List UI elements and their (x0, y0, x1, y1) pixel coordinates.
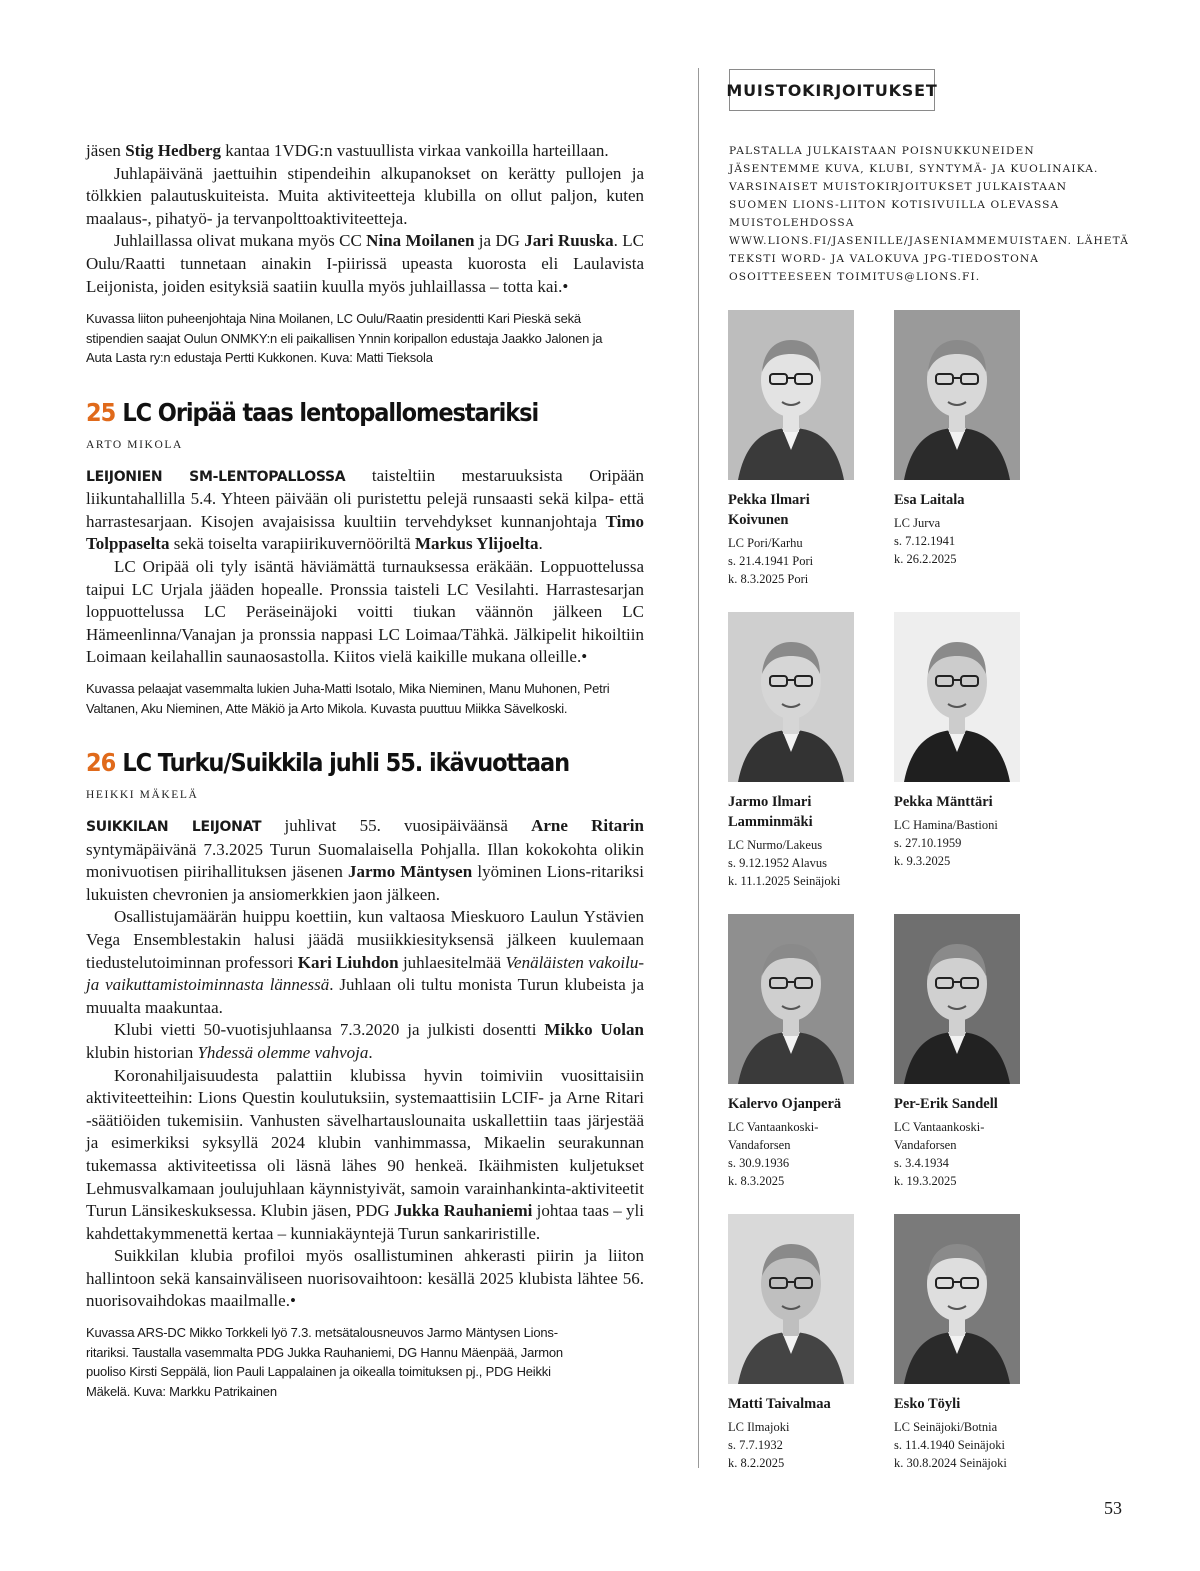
article-25-lead: LEIJONIEN SM-LENTOPALLOSSA (86, 468, 346, 485)
end-mark: • (289, 1291, 296, 1311)
end-mark: • (581, 647, 588, 667)
portrait-photo (728, 1214, 854, 1384)
article-25-paragraph-1: LEIJONIEN SM-LENTOPALLOSSA taisteltiin mestaruuksista Oripään liikuntahallilla 5.4. Yhteen päivään oli puristettu pelejä runsaasti sekä kilpa- että harrastesarjaan. Kisojen avajaisissa kuultiin tervehdykset kunnanjohtaja Timo Tolppaselta sekä toiselta varapiirikuvernööriltä Markus Ylijoelta. (86, 465, 644, 554)
article-25-paragraph-2: LC Oripää oli tyly isäntä häviämättä turnauksessa eräkään. Loppuottelussa taipui LC Urjala jääden hopealle. Pronssia taisteli LC Vesilahti. Harrastesarjan loppuottelussa LC Peräseinäjoki voitti tiukan väännön jälkeen LC Hämeenlinna/Vanajan ja pronssia nappasi LC Loimaa/Tähkä. Jälkipelit hikoiltiin Loimaan keilahallin saunaosastolla. Kiitos vielä kaikille mukana olleille.• (86, 557, 644, 667)
article-25-heading (86, 398, 588, 427)
article-25-byline: ARTO MIKOLA (86, 438, 183, 451)
article-26-paragraph-1: SUIKKILAN LEIJONAT juhlivat 55. vuosipäiväänsä Arne Ritarin syntymäpäivänä 7.3.2025 Turun Suomalaisella Pohjalla. Illan kokokohta olikin monivuotisen piirihallituksen jäsenen Jarmo Mäntysen lyöminen Lions-ritariksi lukuisten chevronien ja ansiomerkkien jaon jälkeen. (86, 816, 645, 904)
obituary-club: LC Pori/Karhu (728, 536, 803, 550)
obituary-born: s. 27.10.1959 (894, 836, 962, 850)
obituary-born: s. 9.12.1952 Alavus (728, 856, 827, 870)
photo-caption-3: Kuvassa ARS-DC Mikko Torkkeli lyö 7.3. metsätalousneuvos Jarmo Mäntysen Lions-ritariksi. Taustalla vasemmalta PDG Jukka Rauhaniemi, DG Hannu Mäenpää, Jarmon puoliso Kirsti Seppälä, lion Pauli Lappalainen ja oikealla toimituksen pj., PDG Heikki Mäkelä. Kuva: Markku Patrikainen (86, 1325, 563, 1399)
article-26-heading (86, 748, 588, 777)
obituary-club: LC Nurmo/Lakeus (728, 838, 823, 852)
column-divider (698, 68, 699, 1468)
obituary-born: s. 30.9.1936 (728, 1156, 790, 1170)
obituary-born: s. 21.4.1941 Pori (728, 554, 814, 568)
continued-paragraph-3: Juhlaillassa olivat mukana myös CC Nina Moilanen ja DG Jari Ruuska. LC Oulu/Raatti tunnetaan ainakin I-piirissä upeasta kuorosta eli Laulavista Leijonista, joiden esityksiä saatiin kuulla myös juhlaillassa – totta kai.• (86, 231, 644, 296)
portrait-photo (894, 1214, 1020, 1384)
obituary-died: k. 26.2.2025 (894, 552, 957, 566)
obituary-name: Pekka Mänttäri (894, 794, 993, 810)
obituary-died: k. 19.3.2025 (894, 1174, 957, 1188)
obituary-died: k. 8.2.2025 (728, 1456, 785, 1470)
obituary-club: LC Hamina/Bastioni (894, 818, 998, 832)
obituary-card (728, 1214, 868, 1472)
portrait-photo (728, 914, 854, 1084)
article-26-lead: SUIKKILAN LEIJONAT (86, 819, 262, 835)
article-25-number: 25 (86, 397, 116, 427)
article-26-title: LC Turku/Suikkila juhli 55. ikävuottaan (122, 748, 570, 777)
obituary-name: Esa Laitala (894, 492, 965, 508)
obituary-card (728, 310, 868, 588)
obituary-club: LC Vantaankoski-Vandaforsen (728, 1120, 819, 1152)
obituary-name: Kalervo Ojanperä (728, 1096, 842, 1112)
obituary-name: Matti Taivalmaa (728, 1396, 831, 1412)
obituary-born: s. 3.4.1934 (894, 1156, 949, 1170)
obituary-intro: PALSTALLA JULKAISTAAN POISNUKKUNEIDEN JÄSENTEMME KUVA, KLUBI, SYNTYMÄ- JA KUOLINAIKA. VARSINAISET MUISTOKIRJOITUKSET JULKAISTAAN SUOMEN LIONS-LIITON KOTISIVUILLA OLEVASSA MUISTOLEHDOSSA WWW.LIONS.FI/JASENILLE/JASENIAMMEMUISTAEN. LÄHETÄ TEKSTI WORD- JA VALOKUVA JPG-TIEDOSTONA OSOITTEESEEN TOIMITUS@LIONS.FI. (729, 145, 1129, 283)
photo-caption-2: Kuvassa pelaajat vasemmalta lukien Juha-Matti Isotalo, Mika Nieminen, Manu Muhonen, Petri Valtanen, Aku Nieminen, Atte Mäkiö ja Arto Mikola. Kuvasta puuttuu Miikka Sävelkoski. (86, 681, 610, 716)
obituary-name: Per-Erik Sandell (894, 1096, 998, 1112)
portrait-photo (894, 914, 1020, 1084)
article-26-body (86, 815, 644, 1313)
obituary-born: s. 11.4.1940 Seinäjoki (894, 1438, 1005, 1452)
obituary-born: s. 7.12.1941 (894, 534, 956, 548)
portrait-photo (894, 310, 1020, 480)
article-25-body (86, 465, 644, 669)
end-mark: • (562, 276, 569, 296)
article-25-title: LC Oripää taas lentopallomestariksi (122, 397, 539, 427)
article-26-paragraph-3: Klubi vietti 50-vuotisjuhlaansa 7.3.2020 ja julkisti dosentti Mikko Uolan klubin historian Yhdessä olemme vahvoja. (86, 1020, 644, 1062)
article-26-paragraph-4: Koronahiljaisuudesta palattiin klubissa hyvin toimiviin vuosittaisiin aktiviteetteihin: Lions Questin koulutuksiin, systemaattisiin LCIF- ja Arne Ritari -säätiöiden tukemisiin. Vanhusten sävelhartauslounaita uskallettiin taas järjestää ja esimerkiksi syksyllä 2024 klubin vanhimmassa, Mikaelin seurakunnan tukemassa aktiviteetissa oli läsnä lähes 90 henkeä. Ikäihmisten kuljetukset Lehmusvalkamaan joulujuhlaan käynnistyivät, samoin varainhankinta-aktiviteetit Turun Länsikeskuksessa. Klubin jäsen, PDG Jukka Rauhaniemi johtaa taas – yli kahdettakymmenettä kertaa – kunniakäyntejä Turun sankariristille. (86, 1065, 644, 1243)
obituary-died: k. 8.3.2025 Pori (728, 572, 809, 586)
obituary-club: LC Jurva (894, 516, 941, 530)
section-label: MUISTOKIRJOITUKSET (729, 69, 935, 111)
obituary-card (894, 612, 1034, 870)
obituary-name: Esko Töyli (894, 1396, 961, 1412)
obituary-card (894, 1214, 1034, 1472)
continued-article (86, 140, 644, 298)
obituary-died: k. 11.1.2025 Seinäjoki (728, 874, 841, 888)
obituary-died: k. 8.3.2025 (728, 1174, 785, 1188)
obituary-name: Pekka Ilmari Koivunen (728, 492, 810, 528)
obituary-card (728, 914, 868, 1190)
obituary-card (728, 612, 868, 890)
photo-caption-1: Kuvassa liiton puheenjohtaja Nina Moilanen, LC Oulu/Raatin presidentti Kari Pieskä sekä stipendien saajat Oulun ONMKY:n eli paikallisen Ynnin koripallon edustaja Jaakko Jalonen ja Auta Lasta ry:n edustaja Pertti Kukkonen. Kuva: Matti Tieksola (86, 311, 603, 366)
article-26-paragraph-2: Osallistujamäärän huippu koettiin, kun valtaosa Mieskuoro Laulun Ystävien Vega Ensemblestakin halusi jäädä musiikkiesityksensä jälkeen kuulemaan tiedustelutoiminnan professori Kari Liuhdon juhlaesitelmää Venäläisten vakoilu- ja vaikuttamistoiminnasta lännessä. Juhlaan oli tultu monista Turun klubeista ja muualta maakuntaa. (86, 907, 644, 1017)
left-column (86, 140, 644, 1401)
obituary-club: LC Vantaankoski-Vandaforsen (894, 1120, 985, 1152)
obituary-died: k. 30.8.2024 Seinäjoki (894, 1456, 1007, 1470)
obituary-died: k. 9.3.2025 (894, 854, 951, 868)
article-26-number: 26 (86, 748, 116, 777)
article-26-byline: HEIKKI MÄKELÄ (86, 789, 199, 801)
portrait-photo (894, 612, 1020, 782)
portrait-photo (728, 310, 854, 480)
article-26-paragraph-5: Suikkilan klubia profiloi myös osallistuminen ahkerasti piirin ja liiton hallintoon sekä kansainväliseen nuorisovaihtoon: kesällä 2025 klubista lähtee 56. nuorisovaihdokas maailmalle.• (86, 1246, 644, 1311)
obituary-born: s. 7.7.1932 (728, 1438, 783, 1452)
page-number: 53 (1104, 1498, 1122, 1518)
obituary-card (894, 914, 1034, 1190)
obituary-name: Jarmo Ilmari Lamminmäki (728, 794, 813, 830)
continued-paragraph-1: jäsen Stig Hedberg kantaa 1VDG:n vastuullista virkaa vankoilla harteillaan. (86, 141, 609, 160)
obituary-club: LC Seinäjoki/Botnia (894, 1420, 998, 1434)
portrait-photo (728, 612, 854, 782)
obituary-card (894, 310, 1034, 568)
obituary-club: LC Ilmajoki (728, 1420, 790, 1434)
continued-paragraph-2: Juhlapäivänä jaettuihin stipendeihin alkupanokset on kerätty pullojen ja tölkkien palautuskuiteista. Muita aktiviteetteja klubilla on ollut paljon, kuten maalaus-, pihatyö- ja tervanpolttoaktiviteetteja. (86, 163, 644, 228)
